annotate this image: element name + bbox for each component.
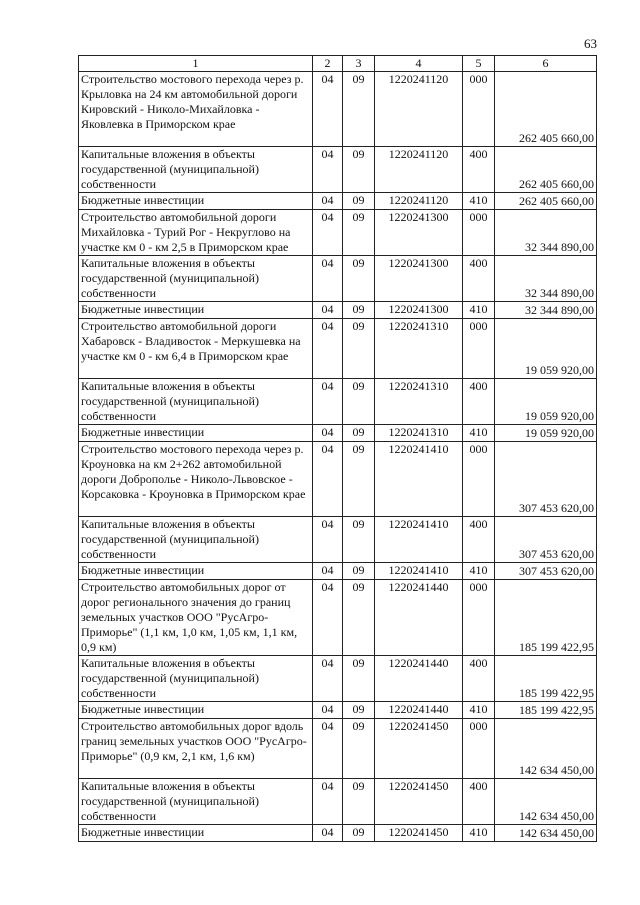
expense-type-code: 400 [463,656,495,702]
table-row [79,72,597,147]
row-name: Капитальные вложения в объекты государственной (муниципальной) собственности [79,256,313,302]
target-article-code: 1220241120 [375,147,463,193]
subsection-code: 09 [343,656,375,702]
subsection-code: 09 [343,563,375,580]
amount-value: 19 059 920,00 [495,379,597,425]
column-header: 2 [313,56,343,72]
target-article-code: 1220241120 [375,72,463,147]
subsection-code: 09 [343,256,375,302]
row-name: Строительство мостового перехода через р. Кроуновка на км 2+262 автомобильной дороги Доброполье - Николо-Львовское - Корсаковка - Кроуновка в Приморском крае [79,442,313,517]
section-code: 04 [313,193,343,210]
target-article-code: 1220241410 [375,563,463,580]
subsection-code: 09 [343,517,375,563]
expense-type-code: 400 [463,256,495,302]
amount-value: 307 453 620,00 [495,442,597,517]
subsection-code: 09 [343,302,375,319]
section-code: 04 [313,302,343,319]
page-number: 63 [584,36,597,51]
target-article-code: 1220241440 [375,580,463,656]
table-row [79,580,597,656]
subsection-code: 09 [343,210,375,256]
section-code: 04 [313,442,343,517]
subsection-code: 09 [343,719,375,779]
amount-value: 19 059 920,00 [495,425,597,442]
target-article-code: 1220241300 [375,256,463,302]
target-article-code: 1220241440 [375,656,463,702]
expense-type-code: 000 [463,210,495,256]
section-code: 04 [313,256,343,302]
target-article-code: 1220241440 [375,702,463,719]
row-name: Бюджетные инвестиции [79,825,313,842]
table-row [79,302,597,319]
amount-value: 185 199 422,95 [495,580,597,656]
column-header: 6 [495,56,597,72]
column-header: 4 [375,56,463,72]
row-name: Строительство автомобильных дорог вдоль границ земельных участков ООО "РусАгро-Приморье" (0,9 км, 2,1 км, 1,6 км) [79,719,313,779]
table-row [79,719,597,779]
target-article-code: 1220241450 [375,825,463,842]
subsection-code: 09 [343,580,375,656]
target-article-code: 1220241310 [375,319,463,379]
amount-value: 142 634 450,00 [495,779,597,825]
row-name: Капитальные вложения в объекты государственной (муниципальной) собственности [79,147,313,193]
target-article-code: 1220241450 [375,719,463,779]
amount-value: 32 344 890,00 [495,210,597,256]
section-code: 04 [313,825,343,842]
target-article-code: 1220241410 [375,442,463,517]
subsection-code: 09 [343,193,375,210]
section-code: 04 [313,580,343,656]
expense-type-code: 410 [463,302,495,319]
subsection-code: 09 [343,702,375,719]
row-name: Капитальные вложения в объекты государственной (муниципальной) собственности [79,779,313,825]
table-row [79,656,597,702]
expense-type-code: 000 [463,719,495,779]
target-article-code: 1220241300 [375,210,463,256]
subsection-code: 09 [343,319,375,379]
section-code: 04 [313,719,343,779]
subsection-code: 09 [343,72,375,147]
expense-type-code: 400 [463,517,495,563]
expense-type-code: 000 [463,319,495,379]
expense-type-code: 000 [463,580,495,656]
table-row [79,442,597,517]
row-name: Строительство мостового перехода через р. Крыловка на 24 км автомобильной дороги Кировский - Николо-Михайловка - Яковлевка в Приморском крае [79,72,313,147]
amount-value: 19 059 920,00 [495,319,597,379]
amount-value: 142 634 450,00 [495,825,597,842]
row-name: Бюджетные инвестиции [79,702,313,719]
budget-table [78,55,597,842]
section-code: 04 [313,147,343,193]
target-article-code: 1220241310 [375,425,463,442]
amount-value: 262 405 660,00 [495,72,597,147]
row-name: Бюджетные инвестиции [79,425,313,442]
subsection-code: 09 [343,425,375,442]
subsection-code: 09 [343,442,375,517]
amount-value: 262 405 660,00 [495,147,597,193]
column-header: 5 [463,56,495,72]
header-row [79,56,597,72]
expense-type-code: 410 [463,425,495,442]
expense-type-code: 410 [463,563,495,580]
subsection-code: 09 [343,147,375,193]
section-code: 04 [313,379,343,425]
row-name: Бюджетные инвестиции [79,193,313,210]
table-row [79,147,597,193]
amount-value: 142 634 450,00 [495,719,597,779]
section-code: 04 [313,319,343,379]
amount-value: 185 199 422,95 [495,656,597,702]
expense-type-code: 410 [463,702,495,719]
target-article-code: 1220241120 [375,193,463,210]
expense-type-code: 410 [463,193,495,210]
subsection-code: 09 [343,379,375,425]
section-code: 04 [313,517,343,563]
table-row [79,425,597,442]
table-row [79,210,597,256]
amount-value: 32 344 890,00 [495,256,597,302]
table-row [79,563,597,580]
table-row [79,702,597,719]
target-article-code: 1220241300 [375,302,463,319]
expense-type-code: 400 [463,779,495,825]
table-row [79,319,597,379]
target-article-code: 1220241410 [375,517,463,563]
section-code: 04 [313,656,343,702]
table-row [79,517,597,563]
amount-value: 307 453 620,00 [495,517,597,563]
amount-value: 32 344 890,00 [495,302,597,319]
row-name: Бюджетные инвестиции [79,563,313,580]
amount-value: 307 453 620,00 [495,563,597,580]
section-code: 04 [313,210,343,256]
subsection-code: 09 [343,779,375,825]
table-row [79,779,597,825]
column-header: 3 [343,56,375,72]
section-code: 04 [313,72,343,147]
column-header: 1 [79,56,313,72]
target-article-code: 1220241450 [375,779,463,825]
amount-value: 185 199 422,95 [495,702,597,719]
section-code: 04 [313,425,343,442]
amount-value: 262 405 660,00 [495,193,597,210]
expense-type-code: 400 [463,147,495,193]
section-code: 04 [313,563,343,580]
row-name: Строительство автомобильной дороги Михайловка - Турий Рог - Некруглово на участке км 0 - км 2,5 в Приморском крае [79,210,313,256]
table-row [79,825,597,842]
row-name: Капитальные вложения в объекты государственной (муниципальной) собственности [79,517,313,563]
subsection-code: 09 [343,825,375,842]
row-name: Капитальные вложения в объекты государственной (муниципальной) собственности [79,656,313,702]
row-name: Строительство автомобильных дорог от дорог регионального значения до границ земельных участков ООО "РусАгро-Приморье" (1,1 км, 1,0 км, 1,05 км, 1,1 км, 0,9 км) [79,580,313,656]
row-name: Строительство автомобильной дороги Хабаровск - Владивосток - Меркушевка на участке км 0 - км 6,4 в Приморском крае [79,319,313,379]
table-row [79,379,597,425]
table-row [79,193,597,210]
row-name: Бюджетные инвестиции [79,302,313,319]
expense-type-code: 000 [463,72,495,147]
table-row [79,256,597,302]
expense-type-code: 000 [463,442,495,517]
target-article-code: 1220241310 [375,379,463,425]
section-code: 04 [313,779,343,825]
row-name: Капитальные вложения в объекты государственной (муниципальной) собственности [79,379,313,425]
expense-type-code: 400 [463,379,495,425]
section-code: 04 [313,702,343,719]
expense-type-code: 410 [463,825,495,842]
